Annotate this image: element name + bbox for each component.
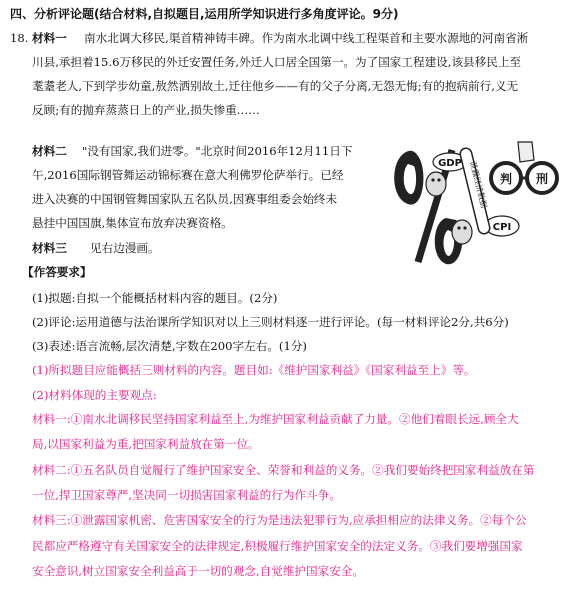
material-1-line-1: 南水北调大移民,渠首精神铸丰碑。作为南水北调中线工程渠首和主要水源地的河南省淅 (84, 31, 529, 45)
requirement-3: (3)表述:语言流畅,层次清楚,字数在200字左右。(1分) (32, 339, 307, 353)
cpi-label: CPI (492, 222, 512, 233)
section-heading: 四、分析评论题(结合材料,自拟题目,运用所学知识进行多角度评论。9分) (10, 7, 399, 21)
banner-text: 泄露经济数据 (468, 160, 489, 210)
material-2-label: 材料二 (32, 144, 67, 158)
answer-line-9: 安全意识,树立国家安全利益高于一切的观念,自觉维护国家安全。 (32, 564, 364, 578)
handcuff-right-label: 刑 (535, 172, 549, 186)
answer-line-6: 一位,捍卫国家尊严,坚决同一切损害国家利益的行为作斗争。 (32, 488, 341, 502)
material-1-label: 材料一 (32, 31, 67, 45)
hand-icon (518, 142, 534, 162)
material-2-line-4: 悬挂中国国旗,集体宣布放弃决赛资格。 (32, 216, 233, 230)
requirement-1: (1)拟题:自拟一个能概括材料内容的题目。(2分) (32, 291, 278, 305)
material-2-line-2: 午,2016国际钢管舞运动锦标赛在意大利佛罗伦萨举行。已经 (32, 168, 344, 182)
question-number: 18. (10, 31, 29, 45)
answer-line-4: 局,以国家利益为重,把国家利益放在第一位。 (32, 437, 260, 451)
worm-cpi (452, 220, 472, 244)
answer-line-2: (2)材料体现的主要观点: (32, 388, 157, 402)
material-2-line-3: 进入决赛的中国钢管舞国家队五名队员,因赛事组委会始终未 (32, 192, 338, 206)
material-1-line-2: 川县,承担着15.6万移民的外迁安置任务,外迁人口居全国第一。为了国家工程建设,该县移民上至 (32, 55, 522, 69)
material-1-line-4: 反顾;有的抛弃蒸蒸日上的产业,损失惨重…… (32, 103, 260, 117)
worm-gdp (426, 172, 446, 196)
material-1-line-3: 耄耋老人,下到学步幼童,敖然洒别故土,迁往他乡——有的父子分离,无怨无悔;有的抱病前行,义无 (32, 79, 519, 93)
answer-line-7: 材料三:①泄露国家机密、危害国家安全的行为是违法犯罪行为,应承担相应的法律义务。②每个公 (32, 513, 527, 527)
handcuff-left-label: 判 (499, 172, 513, 186)
material-3-text: 见右边漫画。 (90, 241, 160, 255)
material-2-line-1: "没有国家,我们进零。"北京时间2016年12月11日下 (82, 144, 353, 158)
requirement-2: (2)评论:运用道德与法治课所学知识对以上三则材料逐一进行评论。(每一材料评论2分,共6分) (32, 315, 509, 329)
answer-line-5: 材料二:①五名队员自觉履行了维护国家安全、荣誉和利益的义务。②我们要始终把国家利益放在第 (32, 463, 535, 477)
material-3-label: 材料三 (32, 241, 67, 255)
answer-line-3: 材料一:①南水北调移民坚持国家利益至上,为维护国家利益贡献了力量。②他们着眼长远,顾全大 (32, 412, 519, 426)
requirements-title: 【作答要求】 (22, 265, 92, 279)
gdp-label: GDP (438, 158, 462, 169)
answer-line-1: (1)所拟题目应能概括三则材料的内容。题目如:《维护国家利益》《国家利益至上》等。 (32, 363, 476, 377)
answer-line-8: 民都应严格遵守有关国家安全的法律规定,积极履行维护国家安全的法定义务。③我们要增强国家 (32, 539, 523, 553)
cartoon-image (388, 140, 564, 270)
